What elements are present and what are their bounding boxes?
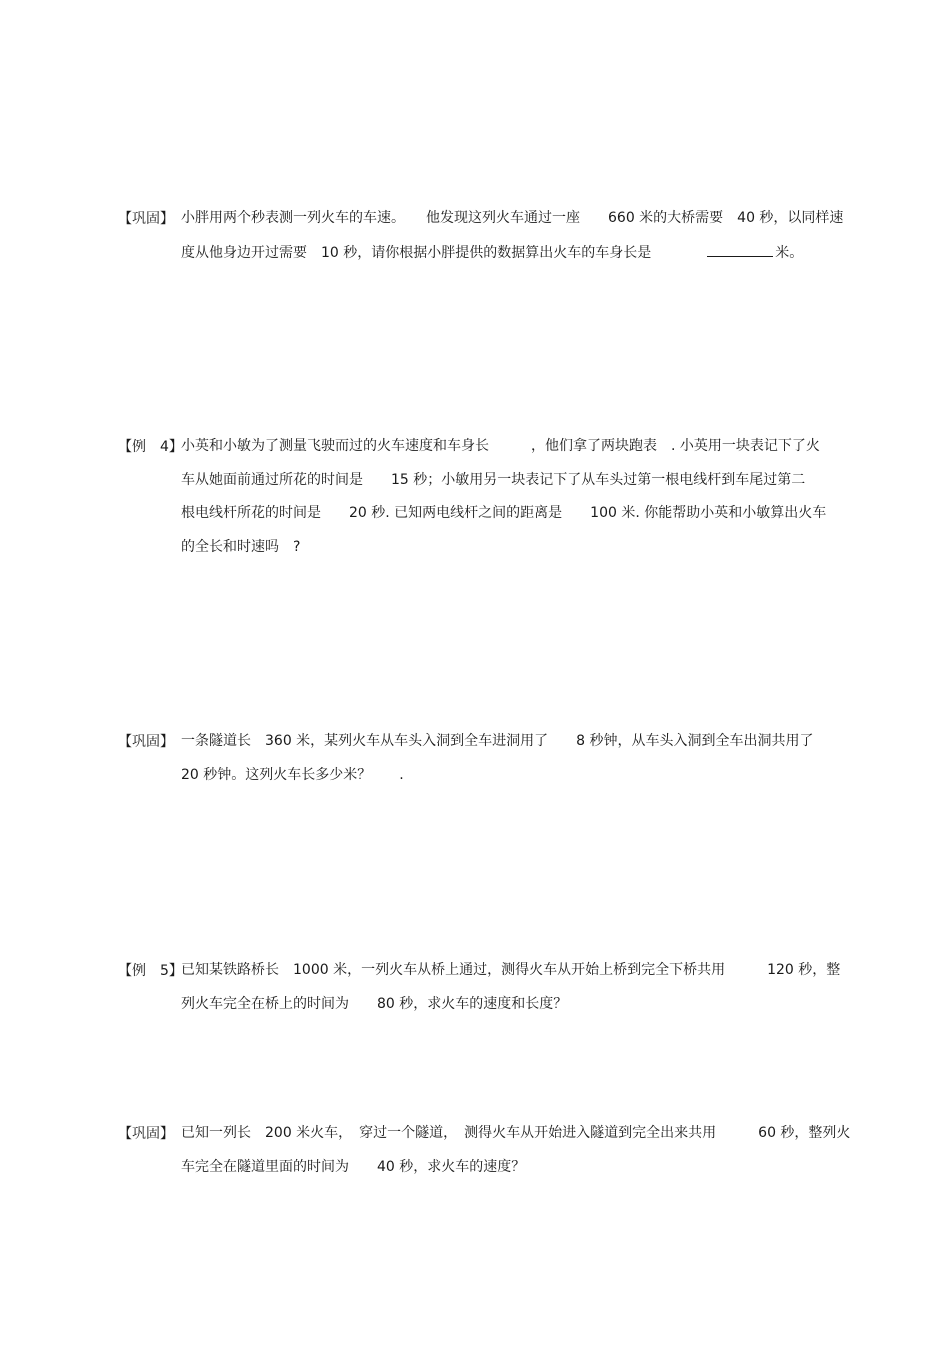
- text-line: 车从她面前通过所花的时间是 15 秒；小敏用另一块表记下了从车头过第一根电线杆到车尾过第二: [181, 471, 806, 488]
- problem-text: [181, 960, 880, 1027]
- problem-tag: 【例 4】: [118, 439, 183, 455]
- problem-tag: 【巩固】: [118, 734, 174, 750]
- text-line: 20 秒钟。这列火车长多少米？ .: [181, 766, 404, 783]
- text-line: 的全长和时速吗 ?: [181, 538, 301, 555]
- problem-text: [181, 731, 880, 798]
- problem-text: [181, 436, 880, 570]
- problem-tag: 【巩固】: [118, 1126, 174, 1142]
- text-line: 根电线杆所花的时间是 20 秒. 已知两电线杆之间的距离是 100 米. 你能帮助小英和小敏算出火车: [181, 505, 827, 521]
- text-line-start: 度从他身边开过需要 10 秒，请你根据小胖提供的数据算出火车的车身长是: [181, 244, 680, 261]
- text-line: 已知一列长 200 米火车， 穿过一个隧道， 测得火车从开始进入隧道到完全出来共用 60 秒，整列火: [181, 1125, 851, 1141]
- problem-text: [181, 1123, 880, 1190]
- problem-text: [181, 208, 880, 275]
- answer-blank: [707, 242, 773, 257]
- text-line: 小英和小敏为了测量飞驶而过的火车速度和车身长 ，他们拿了两块跑表 . 小英用一块表记下了火: [181, 438, 820, 454]
- text-line: 一条隧道长 360 米，某列火车从车头入洞到全车进洞用了 8 秒钟，从车头入洞到全车出洞共用了: [181, 733, 814, 749]
- text-line: [181, 242, 880, 276]
- text-line: 已知某铁路桥长 1000 米，一列火车从桥上通过，测得火车从开始上桥到完全下桥共用 120 秒，整: [181, 962, 841, 978]
- text-line: 列火车完全在桥上的时间为 80 秒，求火车的速度和长度？: [181, 995, 568, 1012]
- text-line: 车完全在隧道里面的时间为 40 秒，求火车的速度？: [181, 1158, 526, 1175]
- problem-tag: 【例 5】: [118, 963, 183, 979]
- unit-text: 米。: [775, 244, 804, 261]
- text-line: 小胖用两个秒表测一列火车的车速。 他发现这列火车通过一座 660 米的大桥需要 40 秒，以同样速: [181, 210, 844, 226]
- problem-tag: 【巩固】: [118, 211, 174, 227]
